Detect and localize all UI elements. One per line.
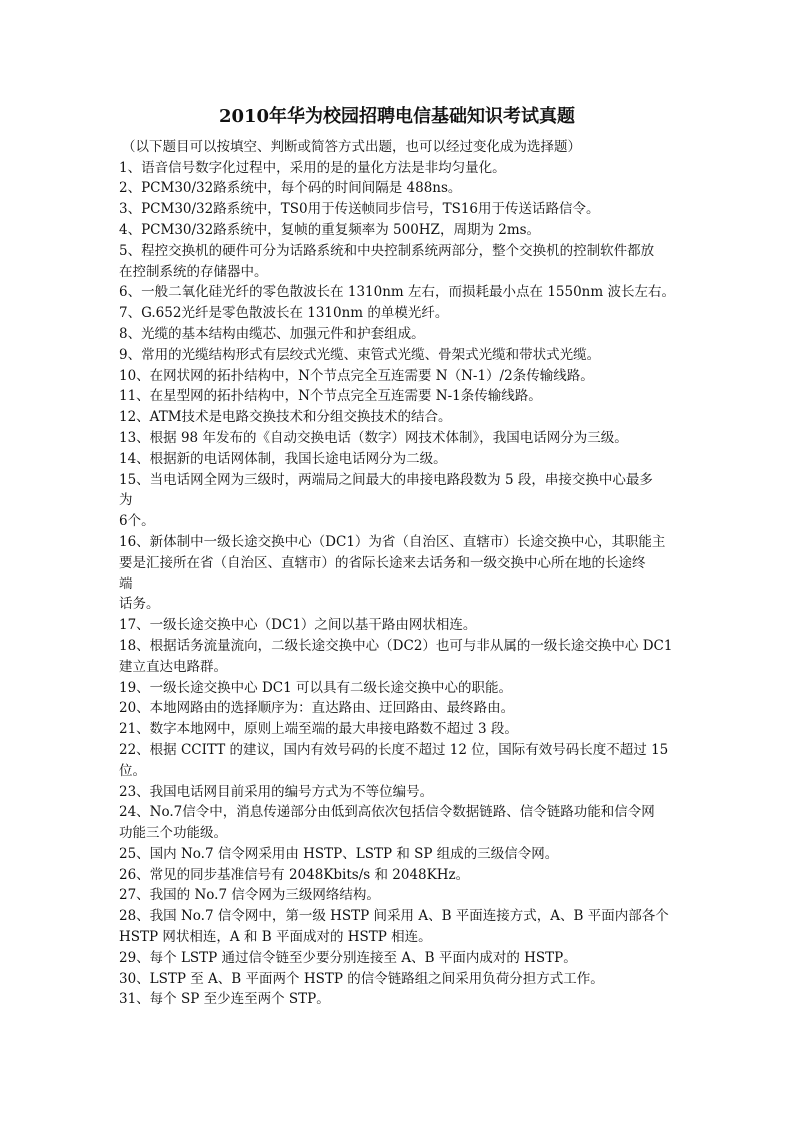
question-line: 15、当电话网全网为三级时，两端局之间最大的串接电路段数为 5 段，串接交换中心最多 bbox=[119, 471, 653, 488]
question-7 bbox=[119, 303, 739, 324]
question-line: 9、常用的光缆结构形式有层绞式光缆、束管式光缆、骨架式光缆和带状式光缆。 bbox=[119, 346, 601, 363]
question-25 bbox=[119, 844, 739, 865]
question-10 bbox=[119, 366, 739, 387]
question-27 bbox=[119, 885, 739, 906]
question-14 bbox=[119, 449, 739, 470]
question-line: 29、每个 LSTP 通过信令链至少要分别连接至 A、B 平面内成对的 HSTP。 bbox=[119, 949, 577, 966]
question-15 bbox=[119, 470, 739, 532]
question-6 bbox=[119, 282, 739, 303]
question-line: 7、G.652光纤是零色散波长在 1310nm 的单模光纤。 bbox=[119, 305, 449, 322]
question-line: 17、一级长途交换中心（DC1）之间以基干路由网状相连。 bbox=[119, 617, 477, 634]
document-title: 2010年华为校园招聘电信基础知识考试真题 bbox=[218, 106, 576, 127]
question-line: 8、光缆的基本结构由缆芯、加强元件和护套组成。 bbox=[119, 325, 425, 342]
question-line: 6、一般二氧化硅光纤的零色散波长在 1310nm 左右，而损耗最小点在 1550nm 波长左右。 bbox=[119, 284, 675, 301]
question-line: 要是汇接所在省（自治区、直辖市）的省际长途来去话务和一级交换中心所在地的长途终 bbox=[119, 554, 646, 571]
question-line: 10、在网状网的拓扑结构中，N个节点完全互连需要 N（N-1）/2条传输线路。 bbox=[119, 367, 594, 384]
question-1 bbox=[119, 158, 739, 179]
question-line: 25、国内 No.7 信令网采用由 HSTP、LSTP 和 SP 组成的三级信令网。 bbox=[119, 845, 559, 862]
question-line: 19、一级长途交换中心 DC1 可以具有二级长途交换中心的职能。 bbox=[119, 679, 513, 696]
question-line: 21、数字本地网中，原则上端至端的最大串接电路数不超过 3 段。 bbox=[119, 721, 518, 738]
question-line: 1、语音信号数字化过程中，采用的是的量化方法是非均匀量化。 bbox=[119, 159, 506, 176]
question-line: 31、每个 SP 至少连至两个 STP。 bbox=[119, 991, 330, 1008]
question-line: 23、我国电话网目前采用的编号方式为不等位编号。 bbox=[119, 783, 434, 800]
question-23 bbox=[119, 782, 739, 803]
question-line: 5、程控交换机的硬件可分为话路系统和中央控制系统两部分，整个交换机的控制软件都放 bbox=[119, 242, 655, 259]
question-16 bbox=[119, 532, 739, 615]
question-11 bbox=[119, 386, 739, 407]
question-30 bbox=[119, 969, 739, 990]
question-line: 位。 bbox=[119, 762, 146, 779]
question-19 bbox=[119, 678, 739, 699]
question-line: 11、在星型网的拓扑结构中，N个节点完全互连需要 N-1条传输线路。 bbox=[119, 388, 542, 405]
question-line: 功能三个功能级。 bbox=[119, 825, 227, 842]
question-21 bbox=[119, 719, 739, 740]
question-line: 22、根据 CCITT 的建议，国内有效号码的长度不超过 12 位，国际有效号码长度不超过 15 bbox=[119, 741, 669, 758]
question-line: 端 bbox=[119, 575, 133, 592]
question-9 bbox=[119, 345, 739, 366]
question-line: 为 bbox=[119, 492, 133, 509]
question-line: 13、根据 98 年发布的《自动交换电话（数字）网技术体制》，我国电话网分为三级。 bbox=[119, 429, 628, 446]
question-3 bbox=[119, 199, 739, 220]
question-line: 26、常见的同步基准信号有 2048Kbits/s 和 2048KHz。 bbox=[119, 866, 470, 883]
question-line: 27、我国的 No.7 信令网为三级网络结构。 bbox=[119, 887, 380, 904]
question-line: 18、根据话务流量流向，二级长途交换中心（DC2）也可与非从属的一级长途交换中心 DC1 bbox=[119, 637, 673, 654]
question-list bbox=[119, 158, 739, 1011]
question-17 bbox=[119, 615, 739, 636]
question-line: 3、PCM30/32路系统中，TS0用于传送帧同步信号，TS16用于传送话路信令。 bbox=[119, 201, 600, 218]
question-28 bbox=[119, 906, 739, 948]
question-31 bbox=[119, 989, 739, 1010]
question-26 bbox=[119, 865, 739, 886]
question-13 bbox=[119, 428, 739, 449]
question-29 bbox=[119, 948, 739, 969]
question-line: 12、ATM技术是电路交换技术和分组交换技术的结合。 bbox=[119, 409, 452, 426]
question-line: 24、No.7信令中，消息传递部分由低到高依次包括信令数据链路、信令链路功能和信令网 bbox=[119, 804, 655, 821]
question-line: 16、新体制中一级长途交换中心（DC1）为省（自治区、直辖市）长途交换中心，其职能主 bbox=[119, 533, 666, 550]
question-18 bbox=[119, 636, 739, 678]
question-4 bbox=[119, 220, 739, 241]
question-line: 建立直达电路群。 bbox=[119, 658, 227, 675]
question-5 bbox=[119, 241, 739, 283]
question-line: 6个。 bbox=[119, 513, 155, 530]
question-line: 2、PCM30/32路系统中，每个码的时间间隔是 488ns。 bbox=[119, 180, 462, 197]
question-24 bbox=[119, 802, 739, 844]
question-line: 28、我国 No.7 信令网中，第一级 HSTP 间采用 A、B 平面连接方式，A、B 平面内部各个 bbox=[119, 908, 669, 925]
question-line: 话务。 bbox=[119, 596, 160, 613]
question-line: 20、本地网路由的选择顺序为：直达路由、迂回路由、最终路由。 bbox=[119, 700, 515, 717]
question-12 bbox=[119, 407, 739, 428]
question-line: 30、LSTP 至 A、B 平面两个 HSTP 的信令链路组之间采用负荷分担方式工作。 bbox=[119, 970, 604, 987]
question-20 bbox=[119, 698, 739, 719]
question-line: 在控制系统的存储器中。 bbox=[119, 263, 268, 280]
question-line: 14、根据新的电话网体制，我国长途电话网分为二级。 bbox=[119, 450, 447, 467]
question-22 bbox=[119, 740, 739, 782]
question-line: 4、PCM30/32路系统中，复帧的重复频率为 500HZ，周期为 2ms。 bbox=[119, 221, 541, 238]
question-8 bbox=[119, 324, 739, 345]
document-note: （以下题目可以按填空、判断或简答方式出题，也可以经过变化成为选择题） bbox=[122, 139, 581, 155]
question-2 bbox=[119, 178, 739, 199]
question-line: HSTP 网状相连，A 和 B 平面成对的 HSTP 相连。 bbox=[119, 929, 432, 946]
